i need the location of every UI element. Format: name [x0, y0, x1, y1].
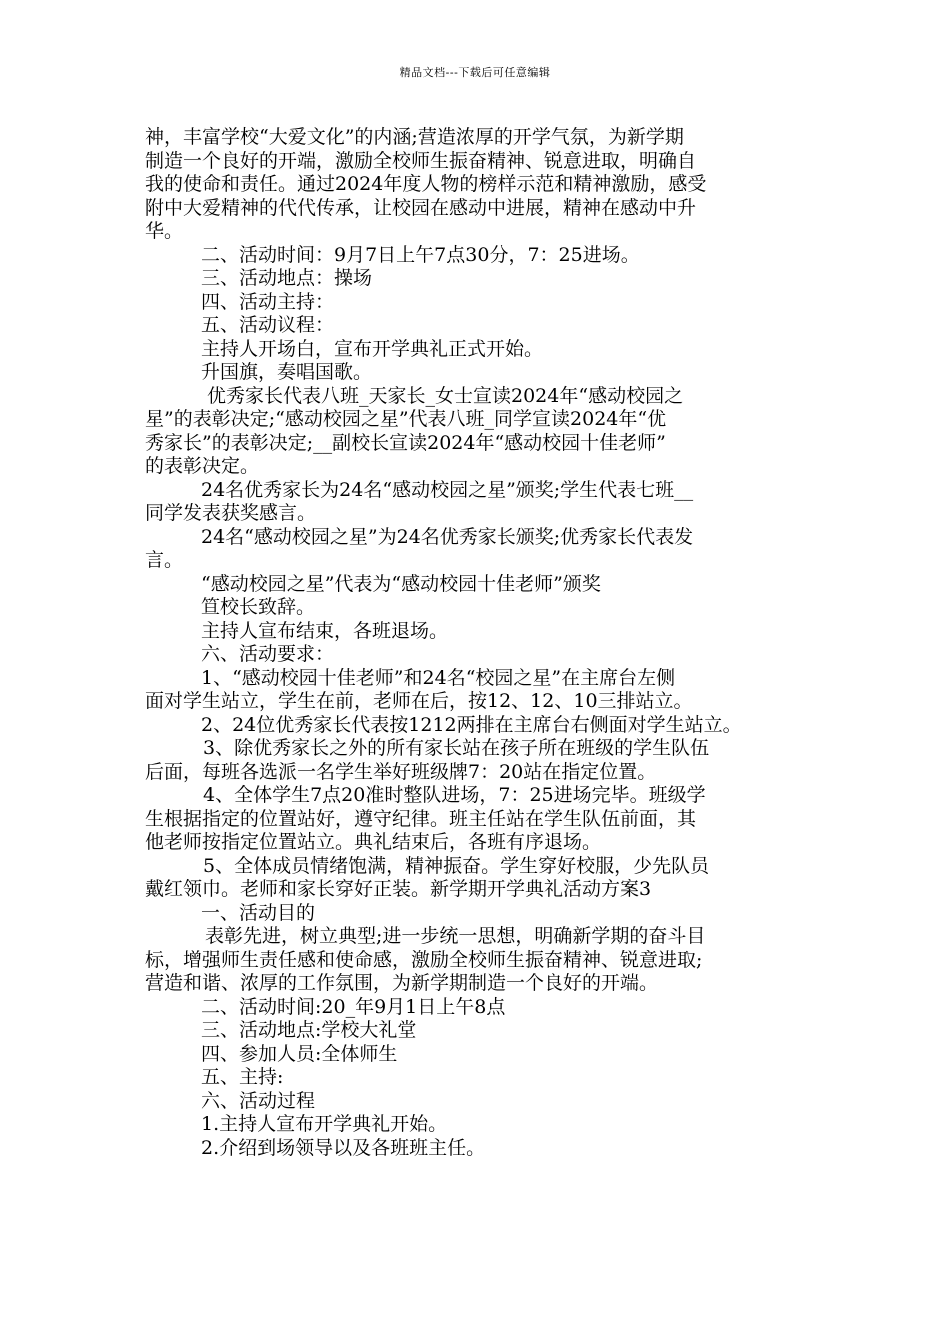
document-body — [145, 126, 809, 1160]
text-line: 秀家长”的表彰决定;__副校长宣读2024年“感动校园十佳老师” — [145, 431, 666, 454]
text-line: 六、活动要求： — [201, 643, 335, 665]
text-line: 我的使命和责任。通过2024年度人物的榜样示范和精神激励，感受 — [145, 173, 707, 195]
text-line: 主持人开场白，宣布开学典礼正式开始。 — [201, 337, 544, 360]
text-line: 1、“感动校园十佳老师”和24名“校园之星”在主席台左侧 — [201, 666, 676, 689]
text-line: 华。 — [145, 220, 184, 242]
text-line: 四、活动主持： — [201, 290, 335, 313]
text-line: 面对学生站立，学生在前，老师在后，按12、12、10三排站立。 — [145, 690, 693, 712]
text-line: 星”的表彰决定;“感动校园之星”代表八班_同学宣读2024年“优 — [145, 408, 667, 430]
text-line: 同学发表获奖感言。 — [145, 502, 317, 524]
text-line: 生根据指定的位置站好，遵守纪律。班主任站在学生队伍前面，其 — [145, 807, 697, 830]
text-line: 戴红领巾。老师和家长穿好正装。新学期开学典礼活动方案3 — [145, 878, 652, 900]
text-line: 2.介绍到场领导以及各班班主任。 — [201, 1136, 486, 1159]
text-line: 附中大爱精神的代代传承，让校园在感动中进展，精神在感动中升 — [145, 196, 697, 219]
text-line: 4、全体学生7点20准时整队进场，7：25进场完毕。班级学 — [203, 784, 706, 806]
text-line: 二、活动时间:20_年9月1日上午8点 — [201, 995, 506, 1018]
text-line: 三、活动地点：操场 — [201, 267, 373, 289]
text-line: 升国旗，奏唱国歌。 — [201, 361, 373, 383]
text-line: 笪校长致辞。 — [201, 596, 316, 618]
text-line: 3、除优秀家长之外的所有家长站在孩子所在班级的学生队伍 — [203, 737, 710, 759]
text-line: 优秀家长代表八班_天家长_女士宣读2024年“感动校园之 — [207, 384, 684, 407]
text-line: 三、活动地点:学校大礼堂 — [201, 1019, 417, 1041]
text-line: 他老师按指定位置站立。典礼结束后，各班有序退场。 — [145, 831, 602, 853]
text-line: 四、参加人员:全体师生 — [201, 1042, 398, 1065]
text-line: 主持人宣布结束，各班退场。 — [201, 619, 449, 642]
text-line: 24名优秀家长为24名“感动校园之星”颁奖;学生代表七班__ — [201, 478, 694, 501]
text-line: “感动校园之星”代表为“感动校园十佳老师”颁奖 — [201, 572, 601, 595]
text-line: 营造和谐、浓厚的工作氛围，为新学期制造一个良好的开端。 — [145, 972, 659, 994]
text-line: 制造一个良好的开端，激励全校师生振奋精神、锐意进取，明确自 — [145, 149, 697, 172]
text-line: 表彰先进，树立典型;进一步统一思想，明确新学期的奋斗目 — [205, 925, 706, 947]
text-line: 后面，每班各选派一名学生举好班级牌7：20站在指定位置。 — [145, 760, 657, 783]
text-line: 标，增强师生责任感和使命感，激励全校师生振奋精神、锐意进取; — [145, 948, 703, 971]
text-line: 五、活动议程： — [201, 314, 335, 336]
text-line: 神，丰富学校“大爱文化”的内涵;营造浓厚的开学气氛，为新学期 — [145, 126, 684, 148]
text-line: 2、24位优秀家长代表按1212两排在主席台右侧面对学生站立。 — [201, 713, 742, 736]
text-line: 5、全体成员情绪饱满，精神振奋。学生穿好校服，少先队员 — [203, 854, 710, 877]
text-line: 六、活动过程 — [201, 1089, 316, 1112]
text-line: 五、主持: — [201, 1066, 284, 1088]
text-line: 1.主持人宣布开学典礼开始。 — [201, 1113, 448, 1135]
page-header: 精品文档---下载后可任意编辑 — [399, 66, 551, 79]
text-line: 一、活动目的 — [201, 901, 316, 924]
text-line: 二、活动时间：9月7日上午7点30分，7：25进场。 — [201, 243, 640, 266]
text-line: 24名“感动校园之星”为24名优秀家长颁奖;优秀家长代表发 — [201, 525, 694, 548]
text-line: 言。 — [145, 549, 184, 571]
text-line: 的表彰决定。 — [145, 455, 260, 477]
